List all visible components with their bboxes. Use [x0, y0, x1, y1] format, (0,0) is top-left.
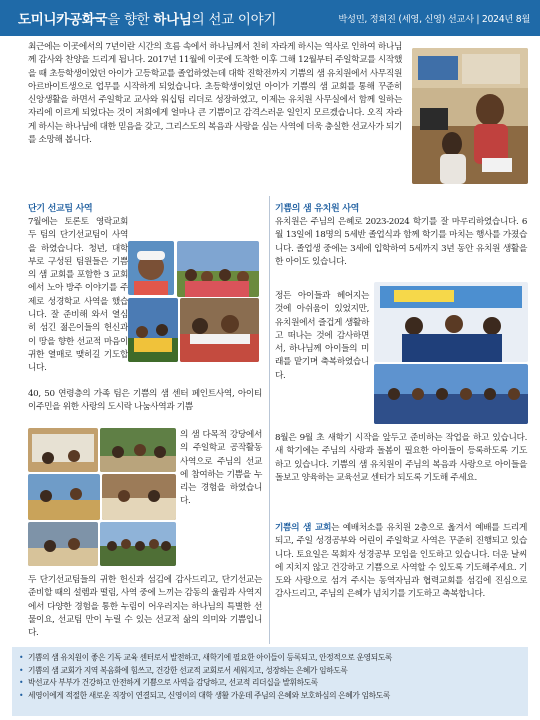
section-title-mission-team: 단기 선교팀 사역 — [28, 204, 93, 214]
crafts-photo-1 — [28, 474, 100, 520]
header-banner — [0, 0, 540, 36]
section-title-kindergarten: 기쁨의 샘 유치원 사역 — [275, 204, 360, 214]
bible-school-photo-1 — [177, 241, 259, 297]
prayer-item: • 박선교사 부부가 건강하고 안전하게 기쁨으로 사역을 감당하고, 선교적 리더십을 발휘하도록 — [28, 677, 518, 690]
child-photo — [128, 241, 174, 295]
office-photo — [412, 48, 528, 184]
prayer-item: • 기쁨의 샘 교회가 지역 복음화에 힘쓰고, 건강한 선교적 교회로서 세워지고, 성장하는 은혜가 임하도록 — [28, 665, 518, 678]
bible-school-photo-2 — [128, 298, 178, 362]
newsletter-title — [18, 8, 276, 28]
church-paragraph-text: 는 예배처소를 유치원 2층으로 옮겨서 예배를 드리게 되고, 주일 성경공부와 어린이 주일학교 사역은 꾸준히 진행되고 있습니다. 토요일은 목회자 성경공부 모임을 인도하고 있습니다. 더운 날씨에 지치지 않고 건강하고 기쁨으로 사역할 수 있도록 기도해주세요. 기도와 사랑으로 섬겨 주시는 동역자님과 협력교회를 섬김에 진심으로 감사드리고, 주님의 은혜가 넘치기를 기도하고 축복합니다. — [275, 523, 528, 600]
kindergarten-paragraph-1: 유치원은 주님의 은혜로 2023-2024 학기를 잘 마무리하였습니다. 6월 13일에 18명의 5세반 졸업식과 함께 학기를 마치는 행사를 가졌습니다. 졸업생 중에는 3세에 입학하여 5세까지 3년 동안 유치원 생활을 한 아이도 있습니다. — [275, 217, 527, 267]
graduation-photo-1 — [374, 282, 528, 362]
church-name: 기쁨의 샘 교회 — [275, 523, 332, 533]
column-divider — [269, 196, 270, 644]
mission-team-paragraph-1: 7월에는 토론토 영락교회 두 팀의 단기선교팀이 사역을 하였습니다. 청년, 대학부로 구성된 팀원들은 기쁨의 샘 교회를 포함한 3 교회에서 노아 방주 이야기를 주제로 성경학교 사역을 했습니다. 잘 준비해 와서 열심히 섬긴 젊은이들의 헌신과 이 땅을 향한 선교적 마음이 귀한 열매로 맺히길 기도합니다. — [28, 217, 128, 374]
kindergarten-paragraph-2: 정든 아이들과 헤어지는 것에 아쉬움이 있었지만, 유치원에서 즐겁게 생활하고 떠나는 것에 감사하면서, 하나님께 아이들의 미래를 맡기며 축복하였습니다. — [275, 291, 369, 381]
graduation-photo-2 — [374, 364, 528, 424]
mission-team-paragraph-2a: 40, 50 연령층의 가족 팀은 기쁨의 샘 센터 페인트사역, 아이티 이주민을 위한 사랑의 도시락 나눔사역과 기쁨 — [28, 389, 262, 413]
mission-team-paragraph-2b: 의 샘 다목적 강당에서의 주일학교 공작활동 사역으로 주님의 선교에 참여하는 기쁨을 누리는 경험을 하였습니다. — [180, 430, 262, 507]
paint-ministry-photo — [28, 428, 98, 472]
prayer-requests-box — [12, 647, 528, 716]
kindergarten-paragraph-3: 8월은 9월 초 새학기 시작을 앞두고 준비하는 작업을 하고 있습니다. 새 학기에는 주님의 사랑과 돌봄이 필요한 아이들이 등록하도록 기도하고 있습니다. 기쁨의 샘 유치원이 주님의 복음과 사랑으로 아이들을 돌보고 양육하는 교육선교 센터가 되도록 기도해 주세요. — [275, 433, 527, 483]
prayer-item: • 기쁨의 샘 유치원이 좋은 기독 교육 센터로서 발전하고, 새학기에 필요한 아이들이 등록되고, 안정적으로 운영되도록 — [28, 652, 518, 665]
lunch-sharing-photo — [100, 428, 176, 472]
title-god: 하나님 — [153, 12, 192, 28]
intro-paragraph: 최근에는 이곳에서의 7년이란 시간의 흐름 속에서 하나님께서 친히 자라게 하시는 역사로 인하여 하나님께 감사와 찬양을 드리게 됩니다. 2017년 11월에 이곳에 도착한 이후 그해 12월부터 주일학교를 시작했을 때 초등학생이었던 아이가 고등학교를 졸업하였는데 대학 진학전까지 기쁨의 샘 유치원에서 사무직원 아르바이트생으로 업무를 시작하게 되었습니다. 초등학생이었던 아이가 기쁨의 샘 교회를 통해 꾸준히 신앙생활을 하면서 주일학교 교사와 워십팀 리더로 성장하였고, 이제는 유치원 사무실에서 함께 일하는 자리에 이르게 되었다는 것이 저희에게 얼마나 큰 기쁨이고 감격스러운 일인지 모르겠습니다. 오직 자라게 하시는 하나님에 대한 믿음을 갖고, 그리스도의 복음과 사랑을 심는 사역에 더욱 충실한 선교사가 되기를 소망해 봅니다. — [28, 42, 402, 146]
mission-team-paragraph-3: 두 단기선교팀들의 귀한 헌신과 섬김에 감사드리고, 단기선교는 준비할 때의 설렘과 떨림, 사역 중에 느끼는 감동의 울림과 사역지에서 다양한 경험을 통한 누림이 어우러지는 하나님의 특별한 선물이요, 선교팀 만이 누릴 수 있는 선교적 삶의 의미와 기쁨입니다. — [28, 575, 262, 639]
crafts-photo-3 — [28, 522, 98, 566]
bible-school-photo-3 — [180, 298, 259, 362]
title-country: 도미니카공화국 — [18, 12, 108, 28]
header-meta: 박성민, 정희진 (세영, 신영) 선교사 | 2024년 8월 — [338, 14, 530, 25]
church-paragraph — [275, 522, 527, 602]
prayer-item: • 세영이에게 적절한 새로운 직장이 연결되고, 신영이의 대학 생활 가운데 주님의 은혜와 보호하심의 은혜가 임하도록 — [28, 690, 518, 703]
team-group-photo — [100, 522, 176, 566]
crafts-photo-2 — [102, 474, 176, 520]
title-connector: 을 향한 — [107, 12, 154, 28]
title-story: 의 선교 이야기 — [191, 12, 277, 28]
